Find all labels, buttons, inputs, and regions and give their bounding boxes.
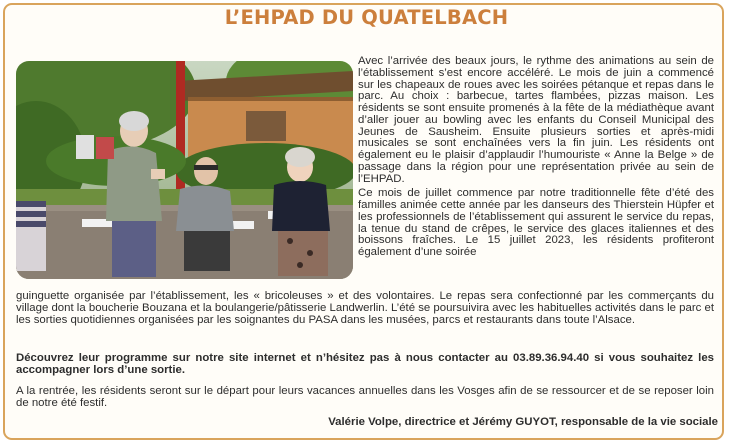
article-photo: [16, 61, 353, 279]
signature: Valérie Volpe, directrice et Jérémy GUYOT, responsable de la vie sociale: [328, 416, 718, 428]
closing-paragraph: [16, 386, 714, 410]
paragraph-2-continued: guinguette organisée par l’établissement, les « bricoleuses » et des volontaires. Le repas sera confectionné par les commerçants du village dont la boucherie Bouzana et la boulangerie/pâtisserie Landwerlin. L’été se poursuivira avec les habituelles activités dans le parc et les sorties quotidiennes organisées par les soignantes du PASA dans les musées, parcs et restaurants dans toute l’Alsace.: [16, 290, 714, 326]
article-title: L’EHPAD DU QUATELBACH: [224, 6, 509, 29]
paragraph-1: Avec l’arrivée des beaux jours, le rythme des animations au sein de l’établissement s’est encore accéléré. Le mois de juin a commencé sur les chapeaux de roues avec les soirées pétanque et repas dans le parc. Au choix : barbecue, tartes flambées, pizzas maison. Les résidents se sont ensuite promenés à la fête de la médiathèque avant d’aller jouer au bowling avec les enfants du Conseil Municipal des Jeunes de Sausheim. Ensuite plusieurs sorties et après-midi musicales se sont enchaînées vers la fin juin. Les résidents ont également eu le plaisir d’applaudir l’humouriste « Anne la Belge » de passage dans la région pour une représentation privée au sein de l’EHPAD.: [358, 55, 714, 185]
paragraph-3: A la rentrée, les résidents seront sur le départ pour leurs vacances annuelles dans les Vosges afin de se ressourcer et de se reposer loin de notre été festif.: [16, 385, 714, 409]
contact-highlight: [16, 353, 714, 377]
highlight-text: Découvrez leur programme sur notre site internet et n’hésitez pas à nous contacter au 03.89.36.94.40 si vous souhaitez les accompagner lors d’une sortie.: [16, 352, 714, 376]
paragraph-2-column: Ce mois de juillet commence par notre traditionnelle fête d’été des familles animée cette année par les danseurs des Thierstein Hüpfer et les professionnels de l’établissement qui assurent le service du repas, la tenue du stand de crêpes, le service des glaces italiennes et des boissons fraîches. Le 15 juillet 2023, les résidents profiteront également d’une soirée: [358, 187, 714, 258]
petanque-photo: [16, 61, 353, 279]
column-text: [358, 56, 714, 259]
full-width-paragraph-2: [16, 291, 714, 326]
